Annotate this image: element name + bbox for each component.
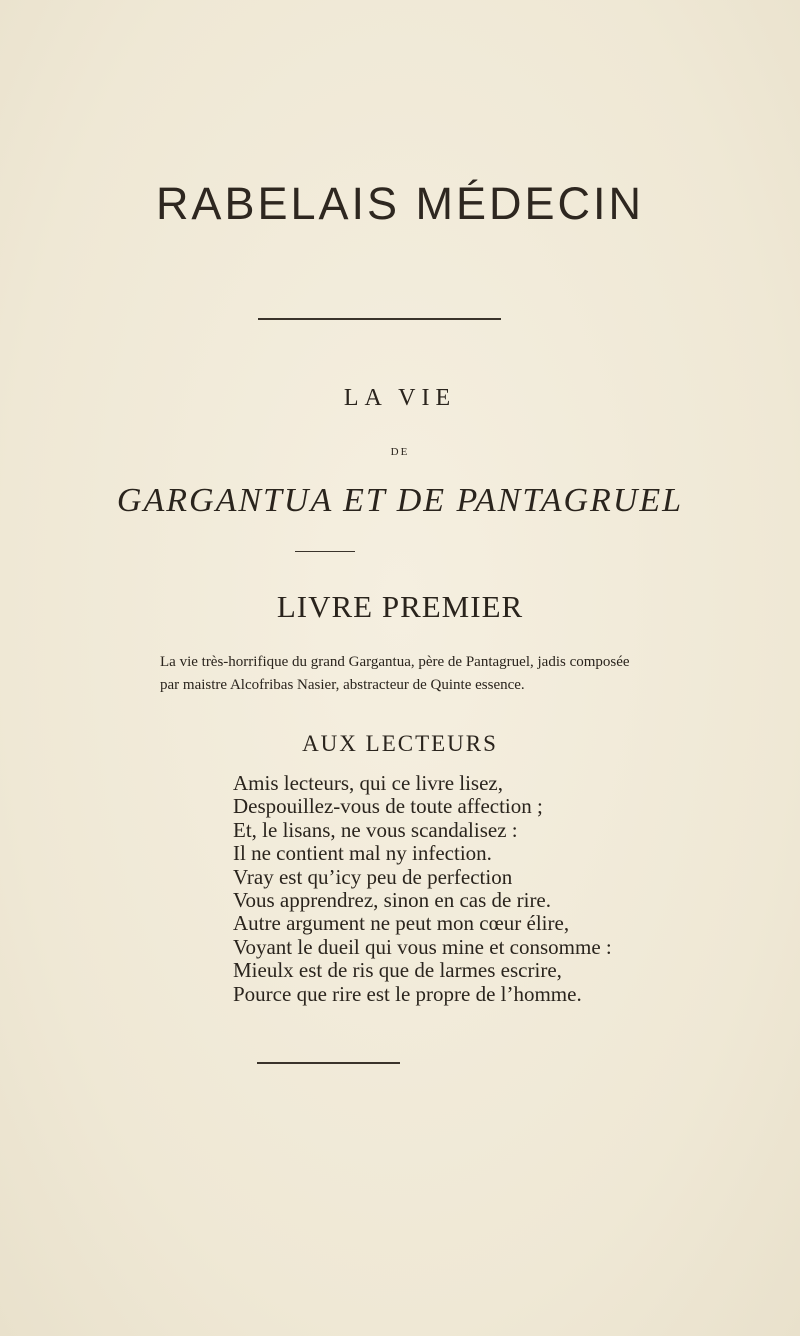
end-divider (257, 1062, 400, 1064)
dedication-heading: AUX LECTEURS (302, 731, 498, 756)
subtitle-line: par maistre Alcofribas Nasier, abstracteur de Quinte essence. (160, 677, 525, 693)
poem-line: Vray est qu’icy peu de perfection (233, 864, 513, 889)
poem-line: Autre argument ne peut mon cœur élire, (233, 911, 570, 936)
work-heading: LA VIE (343, 385, 457, 411)
poem-line: Amis lecteurs, qui ce livre lisez, (233, 771, 503, 795)
title-divider (258, 318, 501, 320)
poem-line: Il ne contient mal ny infection. (233, 841, 492, 866)
poem-line: Mieulx est de ris que de larmes escrire, (233, 958, 562, 983)
poem (233, 772, 653, 1006)
book-label: LIVRE PREMIER (276, 589, 524, 624)
section-divider (295, 551, 355, 552)
book-subtitle (160, 651, 660, 697)
subtitle-line: La vie très-horrifique du grand Gargantua, père de Pantagruel, jadis composée (160, 654, 630, 670)
work-connector: DE (390, 446, 410, 458)
poem-line: Despouillez-vous de toute affection ; (233, 794, 543, 819)
poem-line: Voyant le dueil qui vous mine et consomme : (233, 934, 612, 959)
poem-line: Pource que rire est le propre de l’homme. (233, 981, 582, 1006)
poem-line: Et, le lisans, ne vous scandalisez : (233, 817, 518, 842)
book-title: RABELAIS MÉDECIN (155, 178, 645, 229)
poem-line: Vous apprendrez, sinon en cas de rire. (233, 888, 552, 913)
work-title: GARGANTUA ET DE PANTAGRUEL (116, 482, 684, 519)
